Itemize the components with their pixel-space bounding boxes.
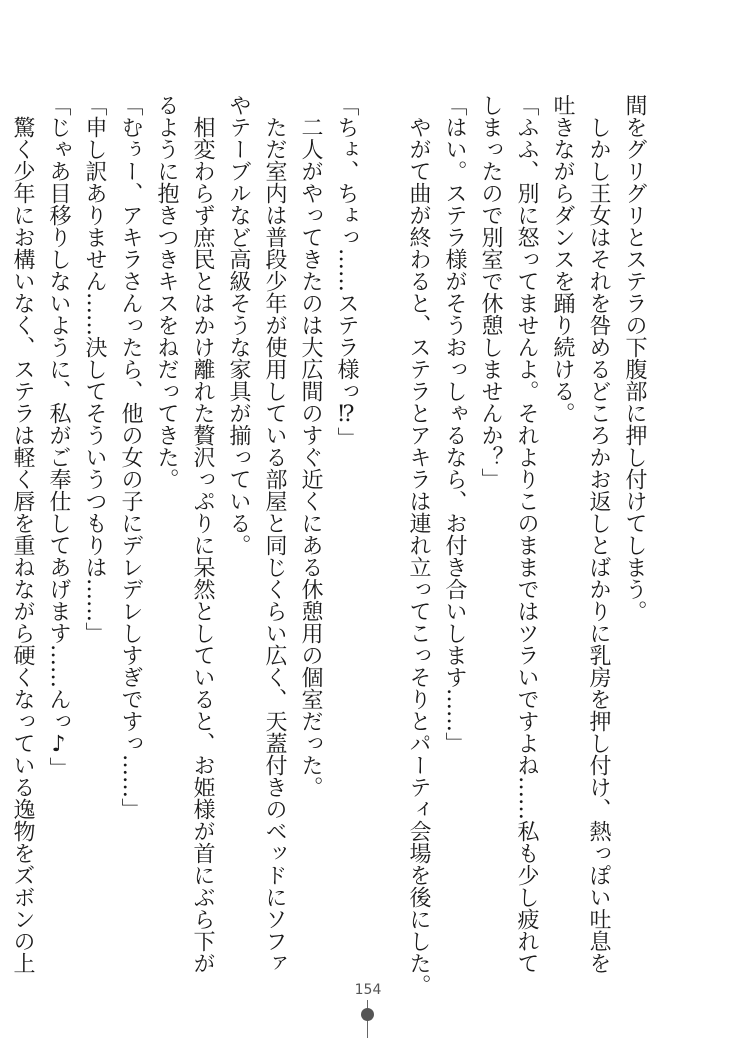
text-line: 間をグリグリとステラの下腹部に押し付けてしまう。 (622, 94, 647, 622)
paragraph-gap (364, 94, 400, 974)
text-line: 「ふふ、別に怒ってませんよ。それよりこのままではツラいですよね……私も少し疲れて (514, 94, 539, 974)
text-line: 「はい。ステラ様がそうおっしゃるなら、お付き合いします……」 (442, 94, 467, 754)
text-line: 吐きながらダンスを踊り続ける。 (550, 94, 575, 424)
text-line: しまったので別室で休憩しませんか？」 (478, 94, 503, 490)
text-line: 驚く少年にお構いなく、ステラは軽く唇を重ねながら硬くなっている逸物をズボンの上 (10, 94, 35, 974)
text-line: やがて曲が終わると、ステラとアキラは連れ立ってこっそりとパーティ会場を後にした。 (406, 94, 431, 996)
text-line: 「じゃあ目移りしないように、私がご奉仕してあげます……んっ♪」 (46, 94, 71, 779)
text-line: やテーブルなど高級そうな家具が揃っている。 (226, 94, 251, 556)
page-number: 154 (354, 982, 382, 998)
text-line: 「むぅー、アキラさんったら、他の女の子にデレデレしすぎですっ……」 (118, 94, 143, 820)
text-line: るように抱きつきキスをねだってきた。 (154, 94, 179, 490)
text-line: しかし王女はそれを咎めるどころかお返しとばかりに乳房を押し付け、熱っぽい吐息を (586, 94, 611, 974)
text-line: 相変わらず庶民とはかけ離れた贅沢っぷりに呆然としていると、お姫様が首にぶら下が (190, 94, 215, 974)
text-line: 「申し訳ありません……決してそういうつもりは……」 (82, 94, 107, 644)
text-line: 「ちょ、ちょっ……ステラ様っ⁉」 (334, 94, 359, 449)
page-marker-dot-icon (361, 1008, 374, 1021)
text-line: ただ室内は普段少年が使用している部屋と同じくらい広く、天蓋付きのベッドにソファ (262, 94, 287, 974)
text-line: 二人がやってきたのは大広間のすぐ近くにある休憩用の個室だった。 (298, 94, 323, 798)
